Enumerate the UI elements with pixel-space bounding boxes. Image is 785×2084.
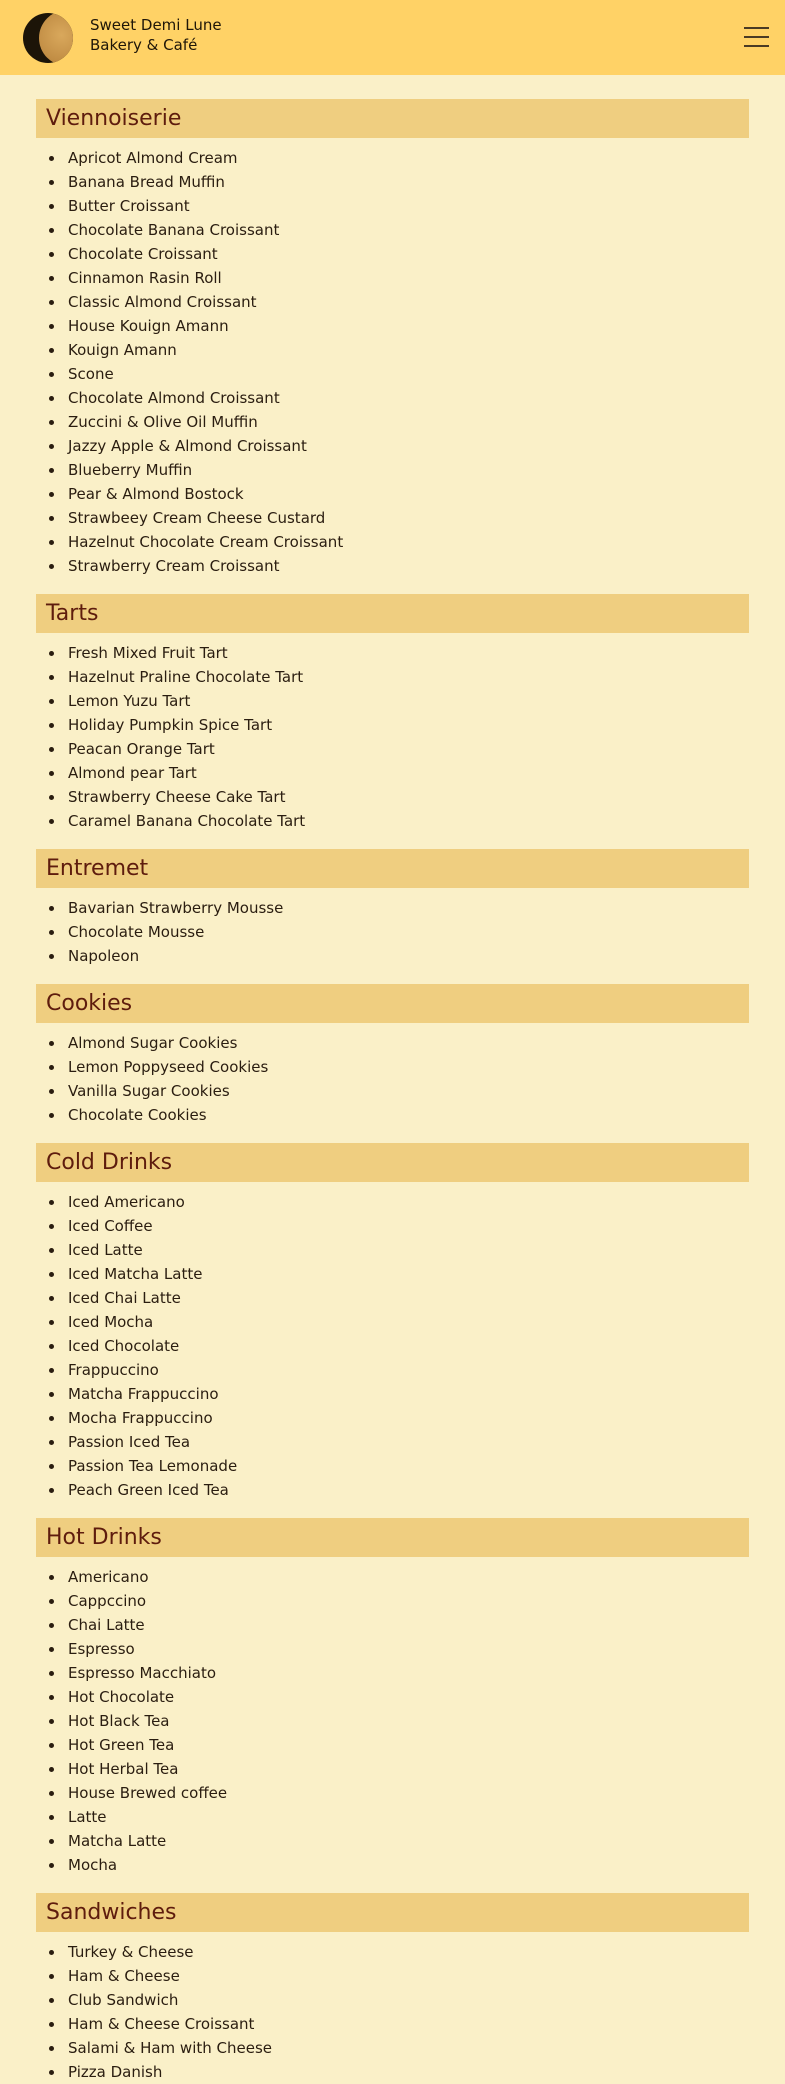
menu-item: Turkey & Cheese: [36, 1940, 749, 1964]
menu-item: Iced Americano: [36, 1190, 749, 1214]
menu-item: Espresso: [36, 1637, 749, 1661]
menu-section: [36, 99, 749, 578]
menu-item: Club Sandwich: [36, 1988, 749, 2012]
half-moon-logo-icon[interactable]: [23, 13, 73, 63]
menu-item: Pizza Danish: [36, 2060, 749, 2084]
menu-item: Napoleon: [36, 944, 749, 968]
menu-item: Peacan Orange Tart: [36, 737, 749, 761]
menu-item-list: [36, 1565, 749, 1877]
brand-line-2: Bakery & Café: [90, 36, 198, 54]
menu-item: Iced Coffee: [36, 1214, 749, 1238]
menu-item: Latte: [36, 1805, 749, 1829]
menu-item: Espresso Macchiato: [36, 1661, 749, 1685]
menu-item: Almond pear Tart: [36, 761, 749, 785]
menu-item-list: [36, 146, 749, 578]
menu-section: [36, 1518, 749, 1877]
menu-item: Strawberry Cheese Cake Tart: [36, 785, 749, 809]
menu-item: Iced Latte: [36, 1238, 749, 1262]
section-title: Cookies: [36, 984, 749, 1023]
menu-item: Cinnamon Rasin Roll: [36, 266, 749, 290]
menu-section: [36, 594, 749, 833]
menu-item: Scone: [36, 362, 749, 386]
menu-item: Banana Bread Muffin: [36, 170, 749, 194]
menu-content: [0, 75, 785, 2084]
menu-item: Cappccino: [36, 1589, 749, 1613]
menu-item: Classic Almond Croissant: [36, 290, 749, 314]
section-title: Tarts: [36, 594, 749, 633]
menu-item: Peach Green Iced Tea: [36, 1478, 749, 1502]
menu-item: Chocolate Banana Croissant: [36, 218, 749, 242]
menu-item: Blueberry Muffin: [36, 458, 749, 482]
menu-item: Iced Mocha: [36, 1310, 749, 1334]
menu-item: Mocha Frappuccino: [36, 1406, 749, 1430]
menu-item: Strawberry Cream Croissant: [36, 554, 749, 578]
menu-item-list: [36, 896, 749, 968]
menu-item-list: [36, 1190, 749, 1502]
menu-item: Kouign Amann: [36, 338, 749, 362]
menu-item: Chai Latte: [36, 1613, 749, 1637]
menu-item: Strawbeey Cream Cheese Custard: [36, 506, 749, 530]
hamburger-menu-icon[interactable]: [744, 27, 769, 47]
menu-item: Passion Tea Lemonade: [36, 1454, 749, 1478]
brand-line-1: Sweet Demi Lune: [90, 16, 222, 34]
section-title: Hot Drinks: [36, 1518, 749, 1557]
menu-section: [36, 1143, 749, 1502]
menu-item: Lemon Poppyseed Cookies: [36, 1055, 749, 1079]
brand-name[interactable]: [90, 15, 222, 55]
menu-item: Chocolate Cookies: [36, 1103, 749, 1127]
section-title: Cold Drinks: [36, 1143, 749, 1182]
menu-item: Hot Green Tea: [36, 1733, 749, 1757]
site-header: [0, 0, 785, 75]
menu-item: Ham & Cheese Croissant: [36, 2012, 749, 2036]
menu-section: [36, 849, 749, 968]
section-title: Sandwiches: [36, 1893, 749, 1932]
menu-item: Bavarian Strawberry Mousse: [36, 896, 749, 920]
menu-item: Pear & Almond Bostock: [36, 482, 749, 506]
menu-item: Chocolate Mousse: [36, 920, 749, 944]
menu-item: Apricot Almond Cream: [36, 146, 749, 170]
menu-item: Matcha Latte: [36, 1829, 749, 1853]
menu-item: Chocolate Croissant: [36, 242, 749, 266]
menu-item: Zuccini & Olive Oil Muffin: [36, 410, 749, 434]
menu-item: Hot Chocolate: [36, 1685, 749, 1709]
menu-item-list: [36, 1940, 749, 2084]
menu-item: Hot Herbal Tea: [36, 1757, 749, 1781]
menu-item: Butter Croissant: [36, 194, 749, 218]
menu-item: Iced Chai Latte: [36, 1286, 749, 1310]
menu-item: Almond Sugar Cookies: [36, 1031, 749, 1055]
section-title: Viennoiserie: [36, 99, 749, 138]
menu-item: Holiday Pumpkin Spice Tart: [36, 713, 749, 737]
menu-item: Iced Chocolate: [36, 1334, 749, 1358]
menu-item: Ham & Cheese: [36, 1964, 749, 1988]
menu-item: Fresh Mixed Fruit Tart: [36, 641, 749, 665]
menu-item: Frappuccino: [36, 1358, 749, 1382]
menu-item: Hot Black Tea: [36, 1709, 749, 1733]
menu-item: House Kouign Amann: [36, 314, 749, 338]
menu-item: House Brewed coffee: [36, 1781, 749, 1805]
menu-item: Matcha Frappuccino: [36, 1382, 749, 1406]
menu-item-list: [36, 641, 749, 833]
menu-item: Lemon Yuzu Tart: [36, 689, 749, 713]
menu-item: Hazelnut Chocolate Cream Croissant: [36, 530, 749, 554]
menu-item: Chocolate Almond Croissant: [36, 386, 749, 410]
menu-item: Passion Iced Tea: [36, 1430, 749, 1454]
menu-item: Iced Matcha Latte: [36, 1262, 749, 1286]
menu-item: Americano: [36, 1565, 749, 1589]
menu-item: Salami & Ham with Cheese: [36, 2036, 749, 2060]
menu-item: Vanilla Sugar Cookies: [36, 1079, 749, 1103]
menu-section: [36, 984, 749, 1127]
menu-item: Hazelnut Praline Chocolate Tart: [36, 665, 749, 689]
menu-item: Jazzy Apple & Almond Croissant: [36, 434, 749, 458]
menu-item: Mocha: [36, 1853, 749, 1877]
section-title: Entremet: [36, 849, 749, 888]
menu-section: [36, 1893, 749, 2084]
menu-item: Caramel Banana Chocolate Tart: [36, 809, 749, 833]
menu-item-list: [36, 1031, 749, 1127]
